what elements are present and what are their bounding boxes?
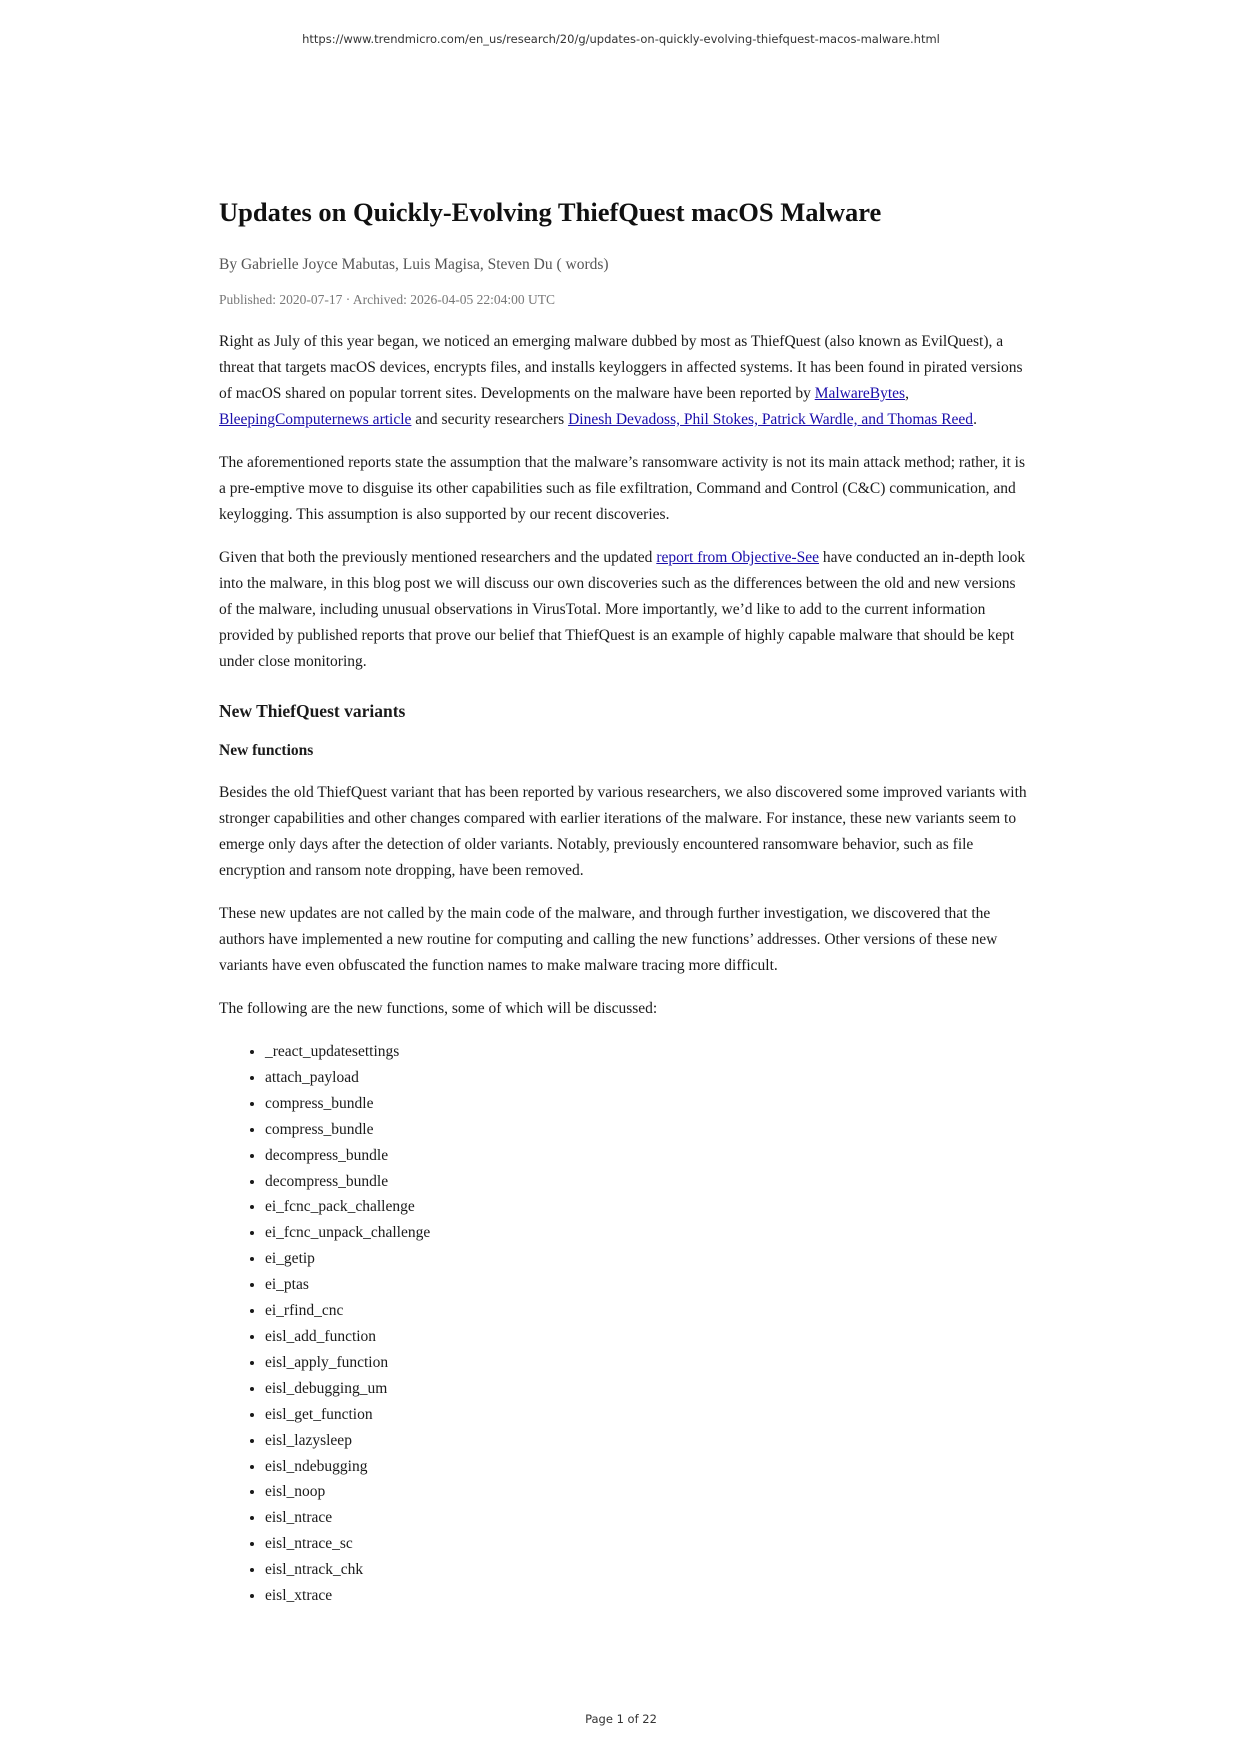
list-item: • compress_bundle [265, 1091, 1029, 1117]
article-byline: By Gabrielle Joyce Mabutas, Luis Magisa, Steven Du ( words) [219, 256, 609, 273]
list-item: • eisl_add_function [265, 1324, 1029, 1350]
list-item: • ei_fcnc_unpack_challenge [265, 1220, 1029, 1246]
page-number: Page 1 of 22 [585, 1712, 657, 1726]
list-item: • ei_fcnc_pack_challenge [265, 1194, 1029, 1220]
article-title: Updates on Quickly-Evolving ThiefQuest macOS Malware [219, 197, 882, 227]
list-item: • attach_payload [265, 1065, 1029, 1091]
list-item: • eisl_apply_function [265, 1350, 1029, 1376]
paragraph-variants: Besides the old ThiefQuest variant that has been reported by various researchers, we also discovered some improved variants with stronger capabilities and other changes compared with earlier iterations of the malware. For instance, these new variants seem to emerge only days after the detection of older variants. Notably, previously encountered ransomware behavior, such as file encryption and ransom note dropping, have been removed. [219, 784, 1027, 879]
list-item: • compress_bundle [265, 1117, 1029, 1143]
heading-new-variants: New ThiefQuest variants [219, 701, 406, 721]
list-item: • decompress_bundle [265, 1143, 1029, 1169]
list-item: • _react_updatesettings [265, 1039, 1029, 1065]
published-date: Published: 2020-07-17 · Archived: 2026-04-05 22:04:00 UTC [219, 292, 555, 307]
list-item: • ei_ptas [265, 1272, 1029, 1298]
list-item: • eisl_noop [265, 1479, 1029, 1505]
link-malwarebytes[interactable]: MalwareBytes [814, 385, 906, 402]
list-item: • eisl_ntrace_sc [265, 1531, 1029, 1557]
functions-list [219, 1039, 1029, 1609]
list-item: • eisl_ntrace [265, 1505, 1029, 1531]
paragraph-assumption: The aforementioned reports state the assumption that the malware’s ransomware activity is not its main attack method; rather, it is a pre-emptive move to disguise its other capabilities such as file exfiltration, Command and Control (C&C) communication, and keylogging. This assumption is also supported by our recent discoveries. [219, 454, 1026, 523]
list-item: • eisl_debugging_um [265, 1376, 1029, 1402]
paragraph-intro: Right as July of this year began, we noticed an emerging malware dubbed by most as ThiefQuest (also known as EvilQuest), a threat that targets macOS devices, encrypts files, and installs keyloggers in affected systems. It has been found in pirated versions of macOS shared on popular torrent sites. Developments on the malware have been reported by MalwareBytes, BleepingComputernews article and security researchers Dinesh Devadoss, Phil Stokes, Patrick Wardle, and Thomas Reed. [219, 333, 1023, 428]
list-item: • ei_rfind_cnc [265, 1298, 1029, 1324]
link-objective-see[interactable]: report from Objective-See [656, 549, 819, 566]
link-researchers[interactable]: Dinesh Devadoss, Phil Stokes, Patrick Wardle, and Thomas Reed [568, 411, 974, 428]
source-url: https://www.trendmicro.com/en_us/research/20/g/updates-on-quickly-evolving-thiefquest-macos-malware.html [302, 32, 940, 46]
list-item: • eisl_get_function [265, 1402, 1029, 1428]
list-item: • eisl_ndebugging [265, 1454, 1029, 1480]
list-item: • decompress_bundle [265, 1169, 1029, 1195]
paragraph-functions-intro: The following are the new functions, some of which will be discussed: [219, 1000, 658, 1017]
paragraph-discoveries: Given that both the previously mentioned researchers and the updated report from Objective-See have conducted an in-depth look into the malware, in this blog post we will discuss our own discoveries such as the differences between the old and new versions of the malware, including unusual observations in VirusTotal. More importantly, we’d like to add to the current information provided by published reports that prove our belief that ThiefQuest is an example of highly capable malware that should be kept under close monitoring. [219, 549, 1026, 670]
article [219, 196, 1029, 1609]
list-item: • eisl_ntrack_chk [265, 1557, 1029, 1583]
link-bleepingcomputer[interactable]: BleepingComputernews article [219, 411, 412, 428]
list-item: • eisl_xtrace [265, 1583, 1029, 1609]
list-item: • ei_getip [265, 1246, 1029, 1272]
paragraph-updates: These new updates are not called by the main code of the malware, and through further investigation, we discovered that the authors have implemented a new routine for computing and calling the new functions’ addresses. Other versions of these new variants have even obfuscated the function names to make malware tracing more difficult. [219, 905, 998, 974]
heading-new-functions: New functions [219, 742, 314, 759]
list-item: • eisl_lazysleep [265, 1428, 1029, 1454]
